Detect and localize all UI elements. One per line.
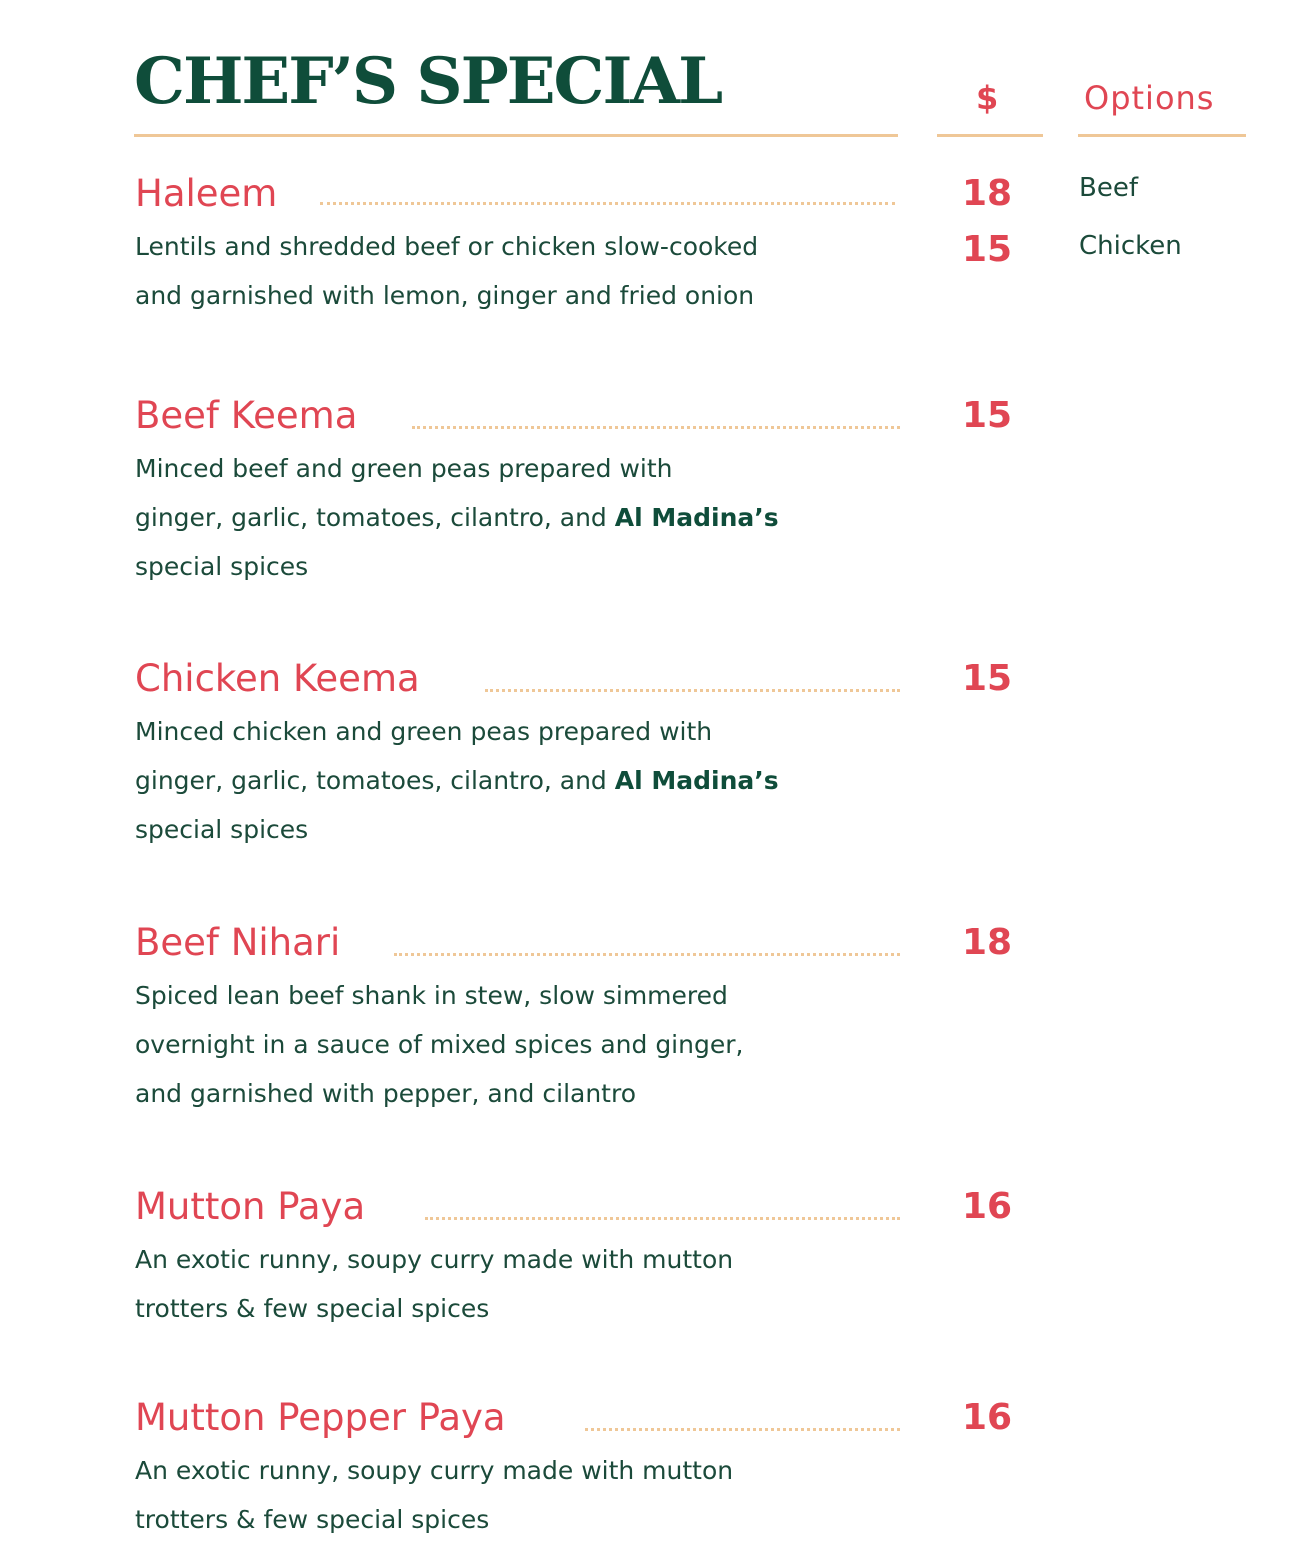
dotted-leader: [585, 1428, 900, 1431]
item-description: [135, 1446, 895, 1544]
description-line: Spiced lean beef shank in stew, slow simmered: [135, 981, 728, 1010]
item-name: Beef Nihari: [135, 921, 341, 964]
options-divider: [1078, 134, 1246, 137]
dotted-leader: [394, 953, 900, 956]
item-description: [135, 707, 895, 854]
item-description: [135, 222, 895, 320]
description-line: Minced beef and green peas prepared with: [135, 454, 673, 483]
item-price-beef: 18: [961, 173, 1013, 214]
description-line: special spices: [135, 815, 309, 844]
description-line: ginger, garlic, tomatoes, cilantro, and Al Madina’s: [135, 766, 779, 795]
item-price: 18: [961, 922, 1013, 963]
price-column-header: $: [976, 79, 999, 117]
item-name: Haleem: [135, 172, 278, 215]
restaurant-name: Al Madina’s: [614, 766, 779, 795]
dotted-leader: [485, 689, 900, 692]
description-line: An exotic runny, soupy curry made with mutton: [135, 1456, 734, 1485]
options-column-header: Options: [1084, 79, 1215, 117]
description-line: overnight in a sauce of mixed spices and ginger,: [135, 1030, 744, 1059]
description-line: Minced chicken and green peas prepared with: [135, 717, 713, 746]
item-name: Beef Keema: [135, 394, 358, 437]
description-line: special spices: [135, 552, 309, 581]
item-name: Mutton Pepper Paya: [135, 1396, 506, 1439]
option-chicken: Chicken: [1079, 231, 1182, 261]
restaurant-name: Al Madina’s: [614, 503, 779, 532]
item-price-chicken: 15: [961, 229, 1013, 270]
description-line: and garnished with lemon, ginger and fried onion: [135, 281, 755, 310]
description-line: and garnished with pepper, and cilantro: [135, 1079, 637, 1108]
menu-title: CHEF’S SPECIAL: [134, 44, 722, 119]
description-line: trotters & few special spices: [135, 1505, 490, 1534]
description-line: An exotic runny, soupy curry made with mutton: [135, 1245, 734, 1274]
price-divider: [937, 134, 1043, 137]
item-name: Mutton Paya: [135, 1185, 366, 1228]
item-price: 15: [961, 658, 1013, 699]
item-name: Chicken Keema: [135, 657, 420, 700]
item-price: 16: [961, 1186, 1013, 1227]
item-price: 15: [961, 395, 1013, 436]
title-divider: [134, 134, 898, 137]
dotted-leader: [320, 202, 895, 205]
dotted-leader: [412, 426, 900, 429]
item-description: [135, 444, 895, 591]
description-line: trotters & few special spices: [135, 1294, 490, 1323]
description-line: ginger, garlic, tomatoes, cilantro, and Al Madina’s: [135, 503, 779, 532]
item-description: [135, 1235, 895, 1333]
description-line: Lentils and shredded beef or chicken slow-cooked: [135, 232, 759, 261]
dotted-leader: [425, 1217, 900, 1220]
option-beef: Beef: [1079, 173, 1138, 203]
item-price: 16: [961, 1397, 1013, 1438]
item-description: [135, 971, 895, 1118]
